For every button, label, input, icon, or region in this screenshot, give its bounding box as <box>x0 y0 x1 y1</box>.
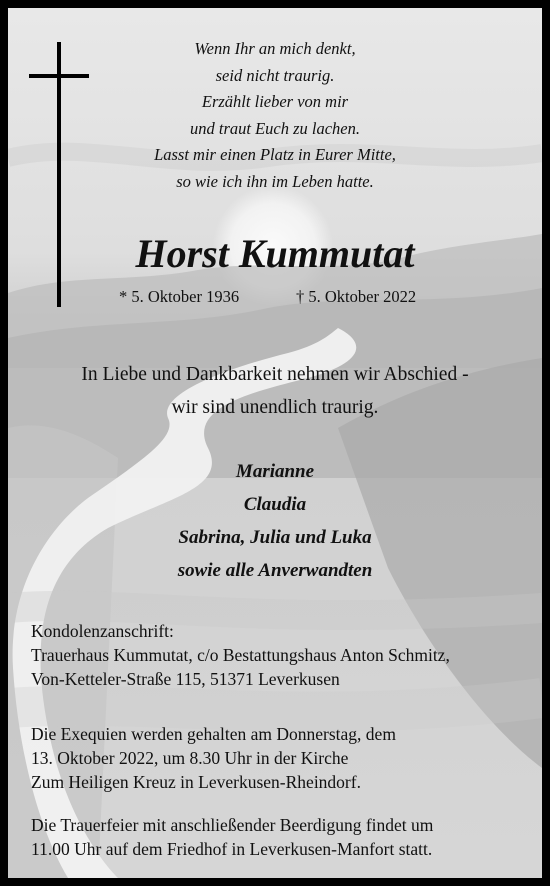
birth-date: * 5. Oktober 1936 <box>119 287 240 306</box>
farewell-line: In Liebe und Dankbarkeit nehmen wir Abschied - <box>81 364 469 385</box>
service-info <box>31 722 396 794</box>
cross-icon-crossbar <box>29 74 89 78</box>
mourner-name: Claudia <box>243 494 307 515</box>
condolence-line: Trauerhaus Kummutat, c/o Bestattungshaus Anton Schmitz, <box>31 645 450 665</box>
mourners-list <box>98 455 452 587</box>
condolence-heading: Kondolenzanschrift: <box>31 621 174 641</box>
service-line: 13. Oktober 2022, um 8.30 Uhr in der Kirche <box>31 748 349 768</box>
poem-line: Lasst mir einen Platz in Eurer Mitte, <box>154 145 396 164</box>
service-line: Die Exequien werden gehalten am Donnerstag, dem <box>31 724 396 744</box>
death-date: † 5. Oktober 2022 <box>296 287 417 306</box>
deceased-name: Horst Kummutat <box>135 231 415 276</box>
poem-line: und traut Euch zu lachen. <box>189 118 361 138</box>
poem <box>108 36 442 195</box>
burial-info <box>31 813 433 861</box>
condolence-line: Von-Ketteler-Straße 115, 51371 Leverkusen <box>31 669 340 689</box>
farewell-line: wir sind unendlich traurig. <box>171 397 379 418</box>
service-line: Zum Heiligen Kreuz in Leverkusen-Rheindorf. <box>31 772 361 792</box>
poem-line: seid nicht traurig. <box>215 65 335 85</box>
poem-line: so wie ich ihn im Leben hatte. <box>176 171 374 191</box>
burial-line: 11.00 Uhr auf dem Friedhof in Leverkusen-Manfort statt. <box>31 839 433 859</box>
mourner-name: sowie alle Anverwandten <box>177 560 373 581</box>
cross-icon <box>57 42 61 307</box>
burial-line: Die Trauerfeier mit anschließender Beerdigung findet um <box>31 815 434 835</box>
farewell-message <box>38 358 512 424</box>
mourner-name: Sabrina, Julia und Luka <box>178 527 372 548</box>
poem-line: Erzählt lieber von mir <box>201 92 349 111</box>
mourner-name: Marianne <box>235 461 315 482</box>
condolence-address <box>31 619 450 691</box>
poem-line: Wenn Ihr an mich denkt, <box>194 39 356 58</box>
